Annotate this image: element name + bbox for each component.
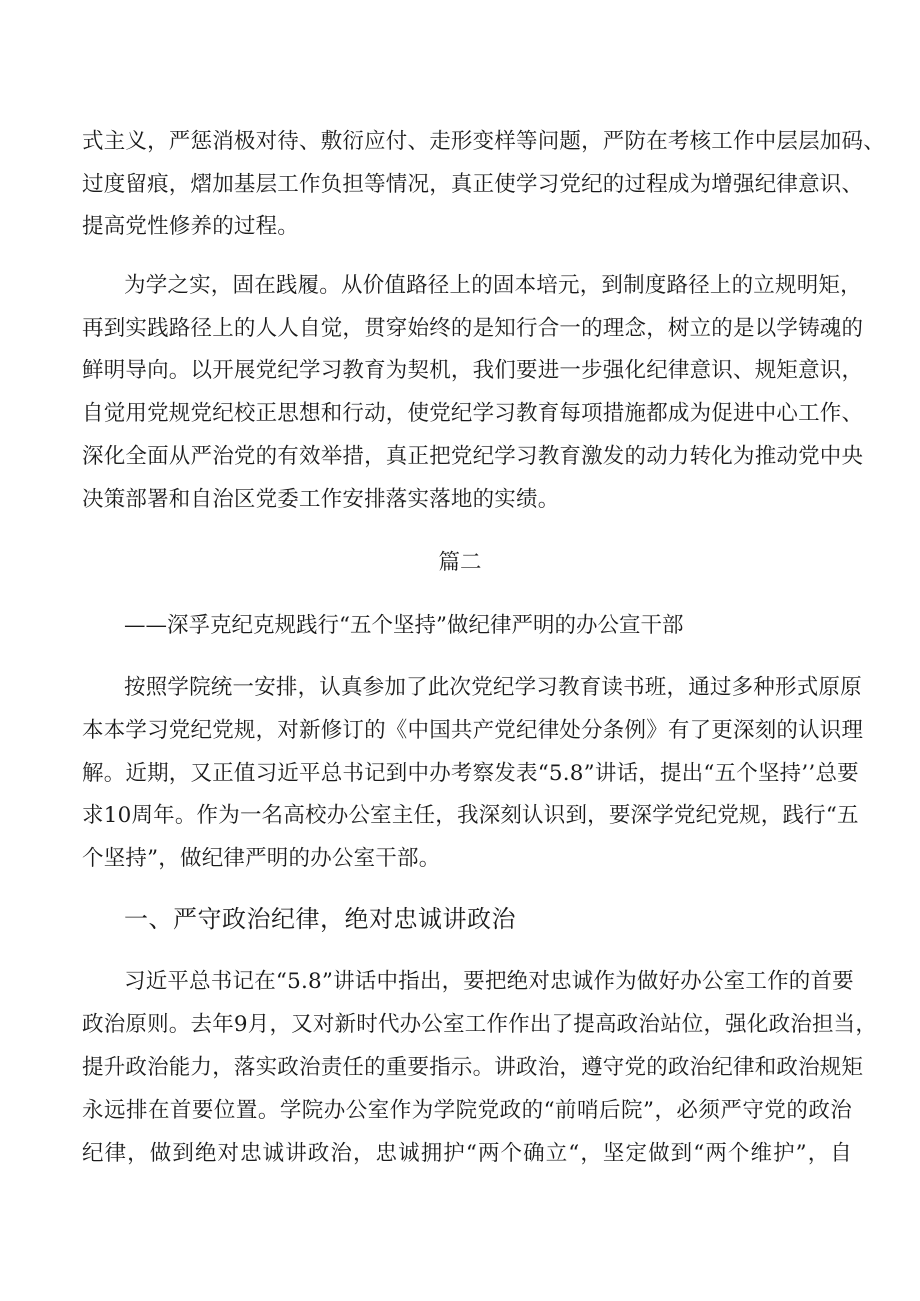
para3-line-4: 求10周年。作为一名高校办公室主任，我深刻认识到，要深学党纪党规，践行“五	[82, 803, 859, 828]
para2-line-1: 为学之实，固在践履。从价值路径上的固本培元，到制度路径上的立规明矩，	[124, 273, 862, 298]
para2-line-3: 鲜明导向。以开展党纪学习教育为契机，我们要进一步强化纪律意识、规矩意识，	[82, 358, 864, 383]
para1-line-3: 提高党性修养的过程。	[82, 214, 300, 239]
para3-line-2: 本本学习党纪党规，对新修订的《中国共产党纪律处分条例》有了更深刻的认识理	[82, 718, 864, 743]
para1-line-2: 过度留痕，熠加基层工作负担等情况，真正使学习党纪的过程成为增强纪律意识、	[82, 172, 864, 197]
para4-line-3: 提升政治能力，落实政治责任的重要指示。讲政治，遵守党的政治纪律和政治规矩	[82, 1055, 864, 1080]
para2-line-6: 决策部署和自治区党委工作安排落实落地的实绩。	[82, 487, 560, 512]
para3-line-5: 个坚持”，做纪律严明的办公室干部。	[82, 846, 441, 871]
para3-line-1: 按照学院统一安排，认真参加了此次党纪学习教育读书班，通过多种形式原原	[124, 675, 862, 700]
para4-line-1: 习近平总书记在“5.8”讲话中指出，要把绝对忠诚作为做好办公室工作的首要	[124, 969, 854, 994]
section-subtitle: ——深孚克纪克规践行“五个坚持”做纪律严明的办公宣干部	[124, 613, 684, 638]
para2-line-5: 深化全面从严治党的有效举措，真正把党纪学习教育激发的动力转化为推动党中央	[82, 444, 864, 469]
para4-line-5: 纪律，做到绝对忠诚讲政治，忠诚拥护“两个确立“，坚定做到“两个维护”，自	[82, 1141, 852, 1166]
para2-line-4: 自觉用党规党纪校正思想和行动，使党纪学习教育每项措施都成为促进中心工作、	[82, 401, 864, 426]
section-title: 篇二	[438, 550, 482, 575]
para2-line-2: 再到实践路径上的人人自觉，贯穿始终的是知行合一的理念，树立的是以学铸魂的	[82, 316, 864, 341]
para1-line-1: 式主义，严惩消极对待、敷衍应付、走形变样等问题，严防在考核工作中层层加码、	[82, 129, 885, 154]
para3-line-3: 解。近期，又正值习近平总书记到中办考察发表“5.8”讲话，提出“五个坚持’’总要	[82, 761, 859, 786]
para4-line-2: 政治原则。去年9月，又对新时代办公室工作作出了提高政治站位，强化政治担当，	[82, 1012, 878, 1037]
para4-line-4: 永远排在首要位置。学院办公室作为学院党政的“前哨后院”，必须严守党的政治	[82, 1098, 852, 1123]
heading-one: 一、严守政治纪律，绝对忠诚讲政治	[124, 905, 516, 933]
